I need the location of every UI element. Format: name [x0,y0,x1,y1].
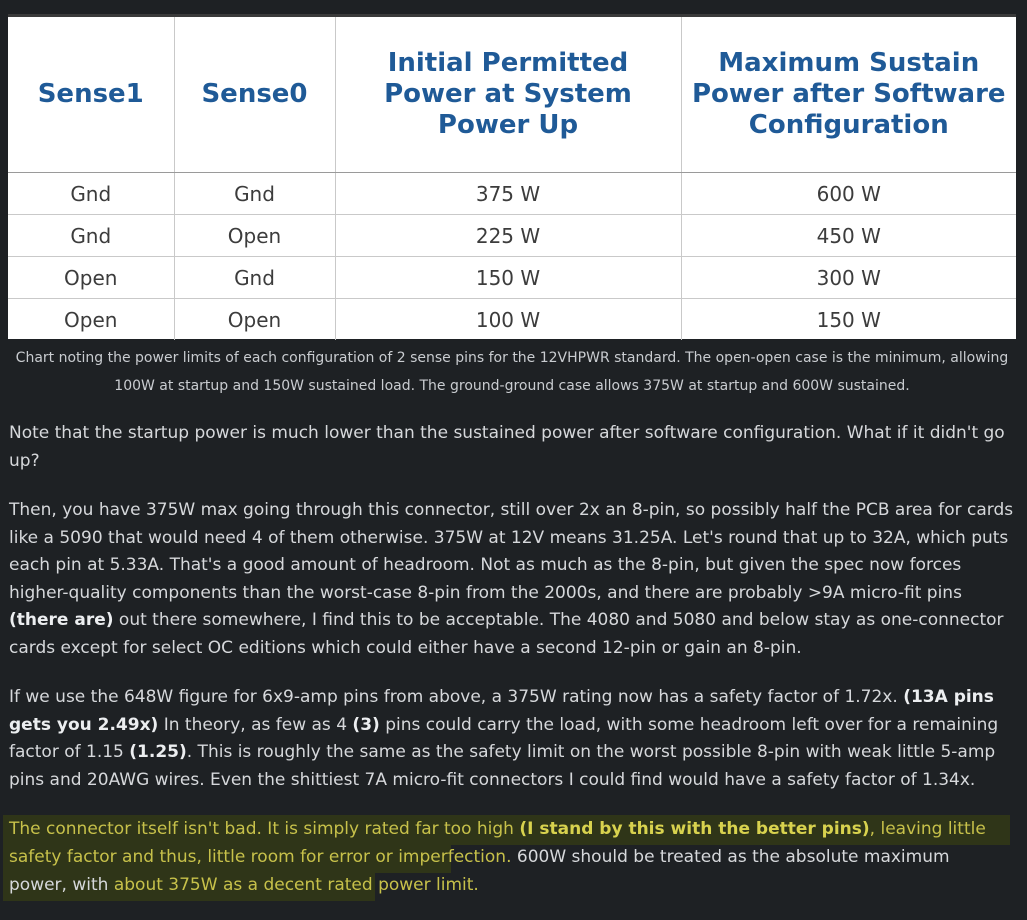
table-cell: Open [174,299,335,341]
table-cell: 600 W [681,173,1016,215]
table-cell: Open [174,215,335,257]
header-sense0: Sense0 [174,17,335,173]
highlighted-conclusion [3,810,1011,902]
image-caption: Chart noting the power limits of each configuration of 2 sense pins for the 12VHPWR standard. The open-open case is the minimum, allowing 100W at startup and 150W sustained load. The ground-ground case allows 375W at startup and 600W sustained. [15,350,1009,394]
paragraph-text: Then, you have 375W max going through this connector, still over 2x an 8-pin, so possibly half the PCB area for cards like a 5090 that would need 4 of them otherwise. 375W at 12V means 31.25A. Let's round that up to 32A, which puts each pin at 5.33A. That's a good amount of headroom. Not as much as the 8-pin, but given the spec now forces higher-quality components than the worst-case 8-pin from the 2000s, and there are probably >9A micro-fit pins [9,500,1014,603]
header-sense1: Sense1 [8,17,174,173]
table-row [8,173,1016,215]
paragraph-text: . This is roughly the same as the safety limit on the worst possible 8-pin with weak little 5-amp pins and 20AWG wires. Even the shittiest 7A micro-fit connectors I could find would have a safety factor of 1.34x. [9,742,996,790]
table-row [8,257,1016,299]
bold-note: (I stand by this with the better pins) [519,819,870,839]
table-row [8,215,1016,257]
table-cell: 450 W [681,215,1016,257]
table-cell: 225 W [335,215,681,257]
paragraph-text: pins could carry the load, with some headroom left over for a remaining factor of 1.15 [9,714,999,762]
table-cell: 300 W [681,257,1016,299]
highlighted-text-part: The connector itself isn't bad. It is simply rated far too high [9,819,520,839]
paragraph-375w-analysis [9,497,1014,662]
table-cell: Gnd [174,173,335,215]
paragraph-text: If we use the 648W figure for 6x9-amp pins from above, a 375W rating now has a safety factor of 1.72x. [9,687,904,707]
header-sustain-power: Maximum Sustain Power after Software Configuration [681,17,1016,173]
paragraph-text: In theory, as few as 4 [158,714,353,735]
header-initial-power: Initial Permitted Power at System Power Up [335,17,681,173]
paragraph-conclusion [9,815,1009,899]
bold-note: (13A pins gets you 2.49x) [9,687,994,735]
table-cell: 150 W [816,307,881,332]
paragraph-startup-power: Note that the startup power is much lower than the sustained power after software configuration. What if it didn't go up? [9,423,1005,471]
paragraph-text: out there somewhere, I find this to be acceptable. The 4080 and 5080 and below stay as one-connector cards except for select OC editions which could either have a second 12-pin or gain an 8-pin. [9,610,1004,658]
table-cell: 150 W [335,257,681,299]
paragraph-safety-factor [9,684,1014,794]
table-header-row [8,17,1016,173]
highlighted-text-part: , leaving little safety factor and thus, little room for error or imperfection. [9,819,986,867]
table-cell: Open [8,257,174,299]
table-cell: Gnd [8,215,174,257]
bold-note: (there are) [9,610,114,630]
table-cell: Open [8,299,174,341]
table-row [8,299,1016,341]
bold-note: (3) [352,714,380,735]
table-cell: 375 W [335,173,681,215]
table-cell: 100 W [335,299,681,341]
power-limits-table [8,17,1016,340]
bold-note: (1.25) [129,742,187,762]
highlighted-text: about 375W as a decent rated power limit. [113,875,479,895]
table-cell: Gnd [8,173,174,215]
paragraph-text: 600W should be treated as the absolute maximum power, with [9,847,950,895]
table-cell: Gnd [174,257,335,299]
power-limits-table-image [8,14,1016,339]
